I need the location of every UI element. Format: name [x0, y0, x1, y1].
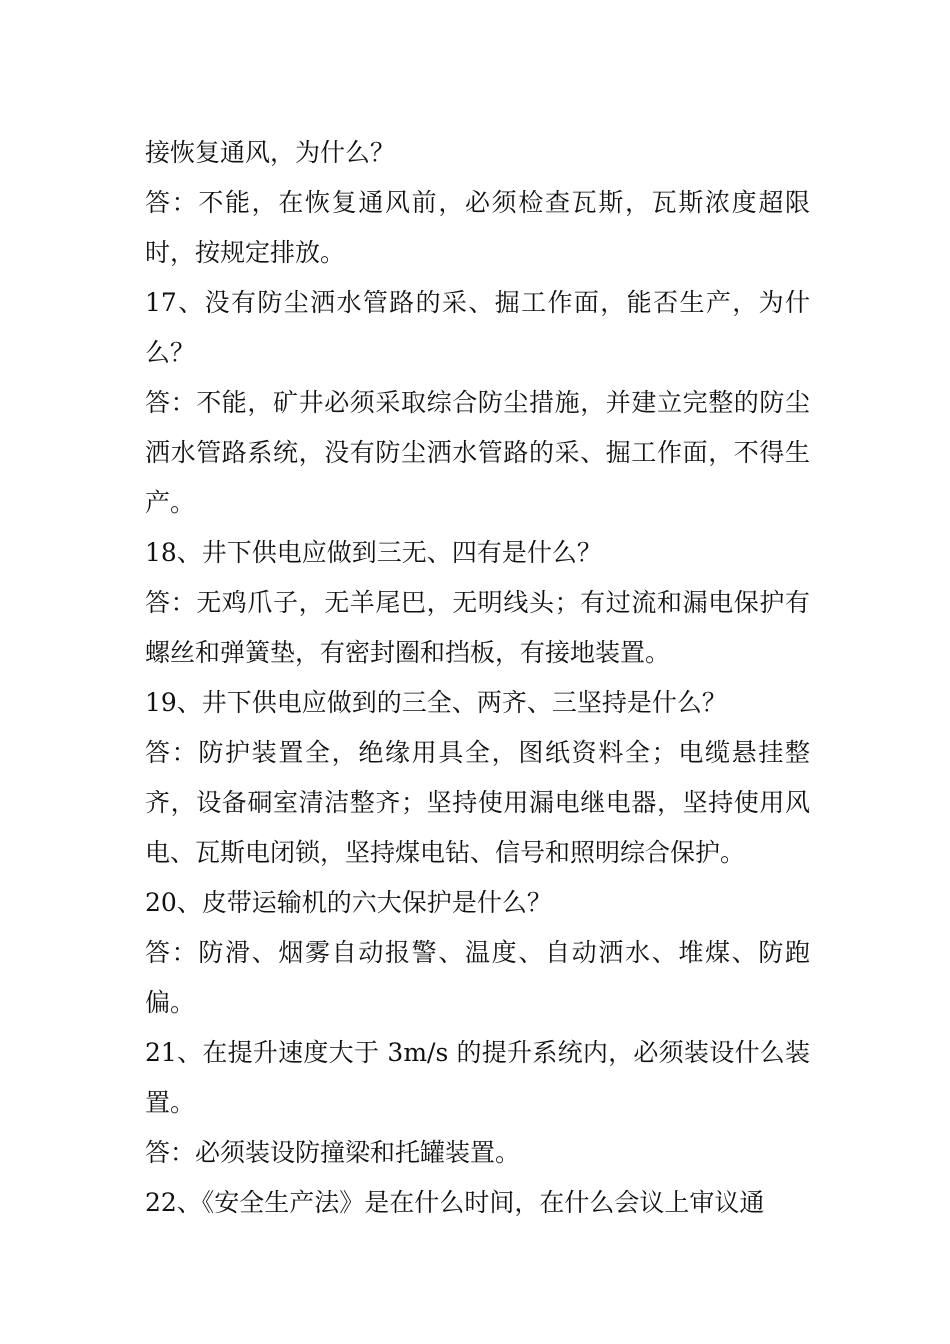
answer-17: 答：不能，矿井必须采取综合防尘措施，并建立完整的防尘洒水管路系统，没有防尘洒水管路的采、掘工作面，不得生产。: [145, 388, 810, 517]
answer-21: 答：必须装设防撞梁和托罐装置。: [145, 1138, 521, 1167]
answer-20: 答：防滑、烟雾自动报警、温度、自动洒水、堆煤、防跑偏。: [145, 938, 810, 1017]
question-19: 19、井下供电应做到的三全、两齐、三坚持是什么？: [145, 688, 727, 717]
answer-19: 答：防护装置全，绝缘用具全，图纸资料全；电缆悬挂整齐，设备硐室清洁整齐；坚持使用漏电继电器，坚持使用风电、瓦斯电闭锁，坚持煤电钻、信号和照明综合保护。: [145, 738, 810, 867]
question-17: 17、没有防尘洒水管路的采、掘工作面，能否生产，为什么？: [145, 288, 810, 367]
question-18: 18、井下供电应做到三无、四有是什么？: [145, 538, 602, 567]
question-20: 20、皮带运输机的六大保护是什么？: [145, 888, 552, 917]
answer-18: 答：无鸡爪子，无羊尾巴，无明线头；有过流和漏电保护有螺丝和弹簧垫，有密封圈和挡板，有接地装置。: [145, 588, 810, 667]
question-21: 21、在提升速度大于 3m/s 的提升系统内，必须装设什么装置。: [145, 1038, 810, 1117]
answer-16: 答：不能，在恢复通风前，必须检查瓦斯，瓦斯浓度超限时，按规定排放。: [145, 188, 810, 267]
document-body: [145, 128, 810, 1228]
question-continuation: 接恢复通风，为什么？: [145, 138, 396, 167]
question-22: 22、《安全生产法》是在什么时间，在什么会议上审议通: [145, 1188, 765, 1217]
